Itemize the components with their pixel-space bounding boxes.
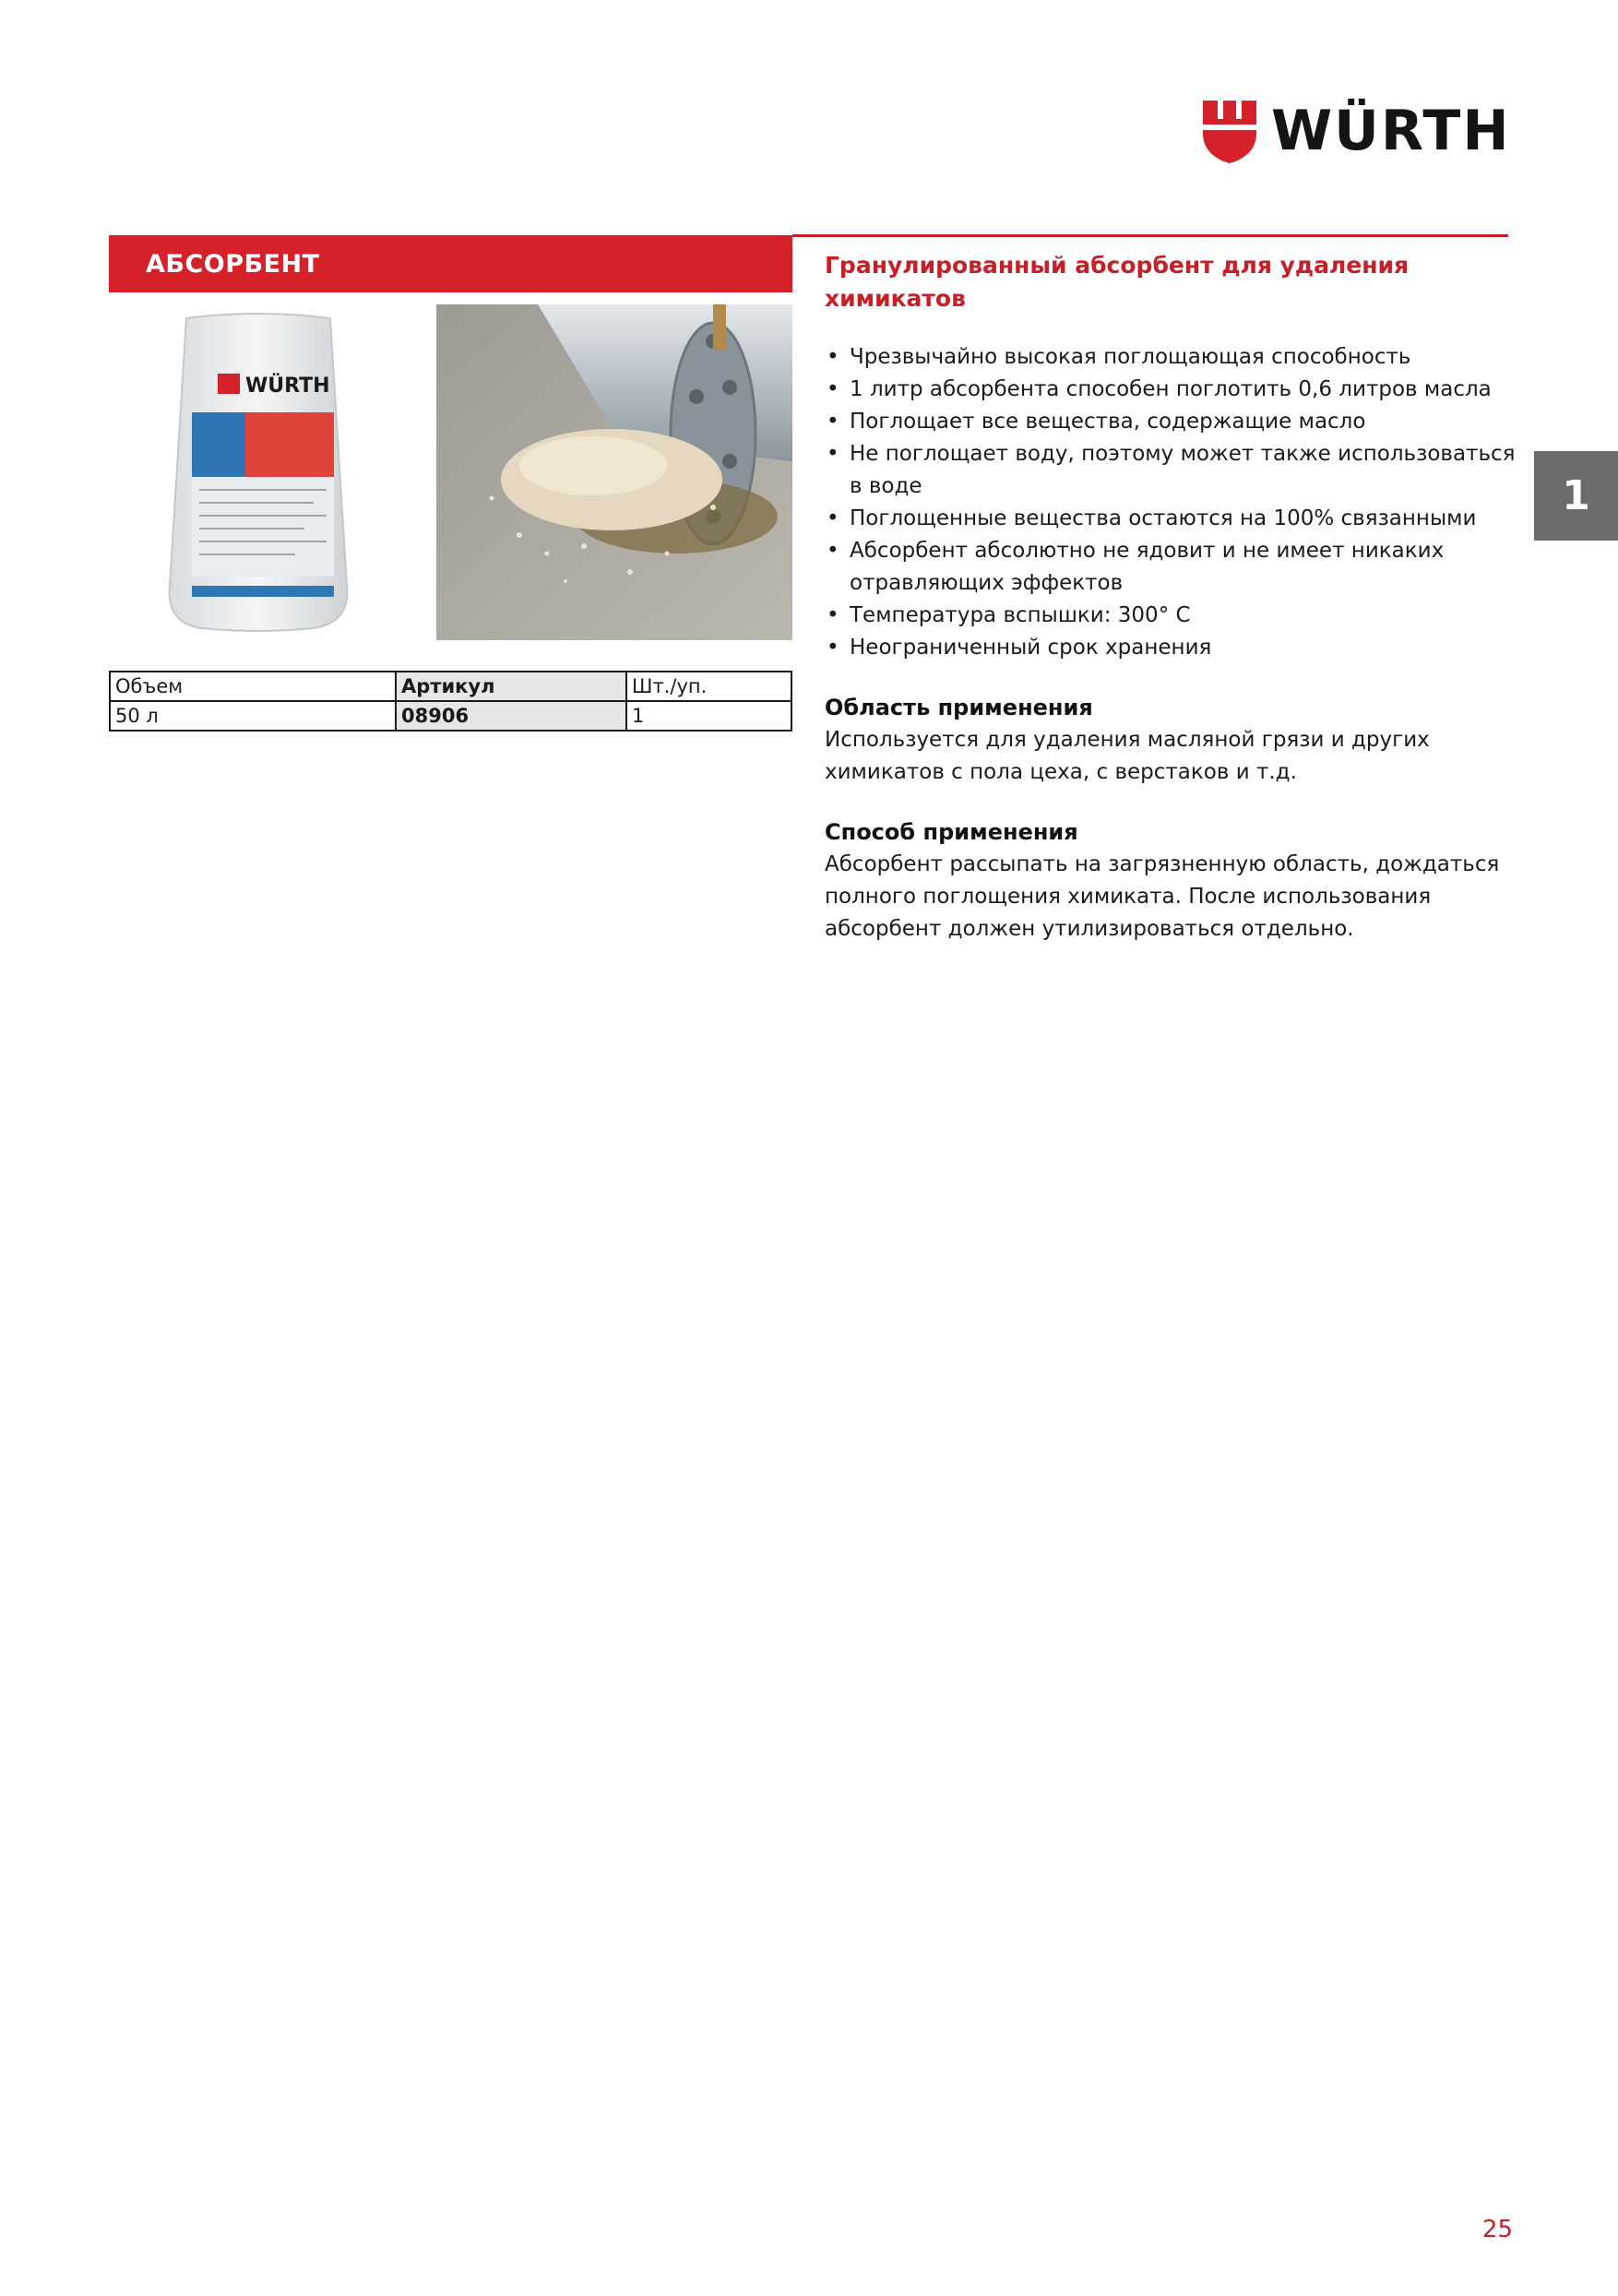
absorbent-bag-image: [129, 309, 387, 641]
table-header-row: [110, 672, 791, 701]
oil-spill-photo: [436, 304, 792, 640]
feature-item: • Чрезвычайно высокая поглощающая способность: [825, 341, 1526, 374]
wurth-logo: [1199, 96, 1511, 166]
table-cell-article: 08906: [396, 701, 626, 731]
header-divider: [792, 234, 1508, 237]
page-number: 25: [1481, 2216, 1513, 2243]
feature-item: • 1 литр абсорбента способен поглотить 0,6 литров масла: [825, 374, 1526, 406]
bag-logo-text: WÜRTH: [245, 375, 330, 398]
table-header-article: Артикул: [396, 672, 626, 701]
wurth-logo-text: WÜRTH: [1271, 99, 1511, 163]
product-table: [109, 671, 792, 732]
product-title-band: [109, 235, 792, 292]
table-cell-volume: 50 л: [110, 701, 396, 731]
table-cell-pack: 1: [626, 701, 791, 731]
feature-item: • Поглощенные вещества остаются на 100% связанными: [825, 503, 1526, 535]
usage-heading: Способ применения: [825, 819, 1078, 845]
application-text: Используется для удаления масляной грязи и других химикатов с пола цеха, с верстаков и т.д.: [825, 728, 1430, 784]
description-column: [825, 249, 1526, 946]
chapter-tab: [1534, 451, 1618, 541]
feature-item: • Поглощает все вещества, содержащие масло: [825, 406, 1526, 438]
feature-item: • Не поглощает воду, поэтому может также использоваться в воде: [825, 438, 1526, 503]
usage-text: Абсорбент рассыпать на загрязненную область, дождаться полного поглощения химиката. После использования абсорбент должен утилизироваться отдельно.: [825, 852, 1500, 941]
product-title: АБСОРБЕНТ: [146, 249, 320, 279]
product-subtitle: Гранулированный абсорбент для удаления химикатов: [825, 252, 1410, 312]
feature-list: [825, 341, 1526, 664]
feature-item: • Неограниченный срок хранения: [825, 632, 1526, 664]
application-heading: Область применения: [825, 695, 1093, 720]
wurth-logo-mark-icon: [1199, 97, 1260, 165]
chapter-number: 1: [1562, 472, 1590, 519]
table-row: [110, 701, 791, 731]
feature-item: • Абсорбент абсолютно не ядовит и не имеет никаких отравляющих эффектов: [825, 535, 1526, 600]
table-header-volume: Объем: [110, 672, 396, 701]
table-header-pack: Шт./уп.: [626, 672, 791, 701]
feature-item: • Температура вспышки: 300° C: [825, 600, 1526, 632]
